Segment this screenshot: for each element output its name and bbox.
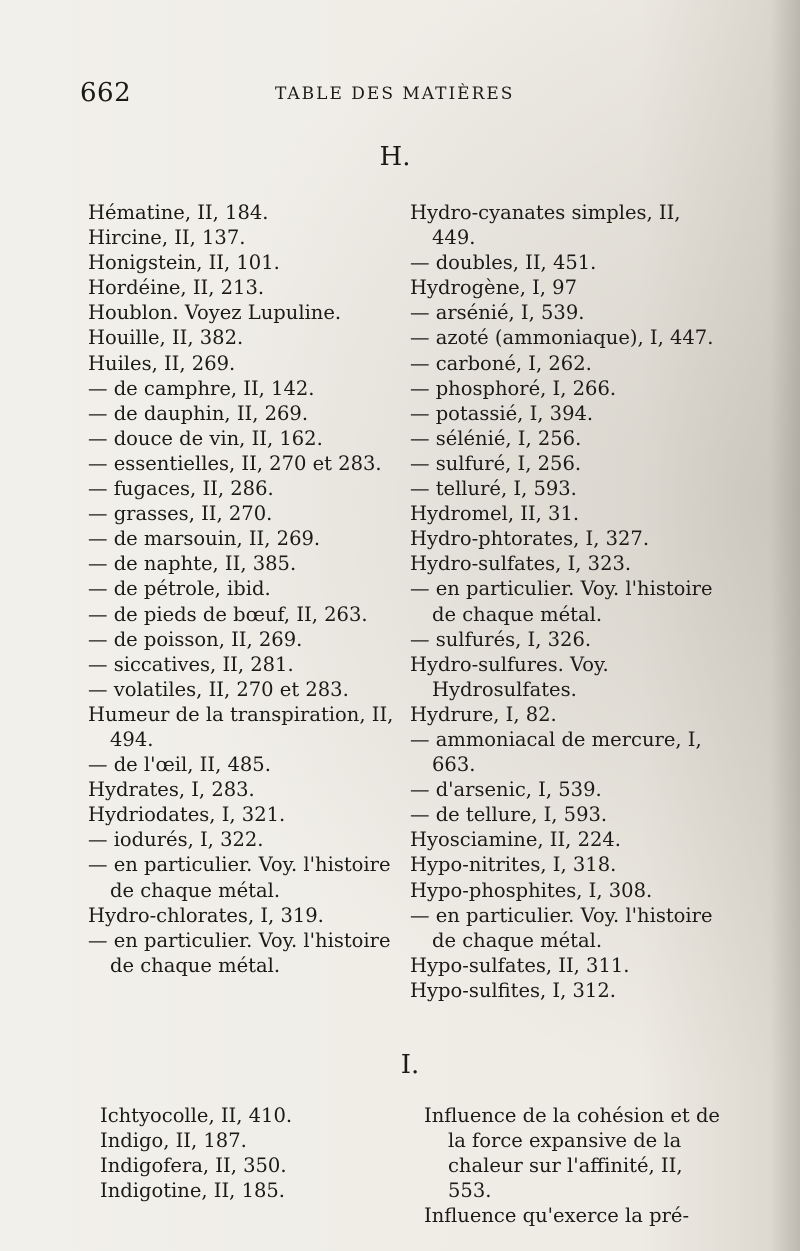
- index-entry: — en particulier. Voy. l'histoire de chaque métal.: [410, 903, 719, 952]
- index-entry: — douce de vin, II, 162.: [88, 426, 323, 450]
- index-entry: Hydriodates, I, 321.: [88, 803, 286, 827]
- index-entry: Humeur de la transpiration, II, 494.: [88, 702, 400, 751]
- section-h-left-column: [88, 200, 398, 978]
- index-entry: — d'arsenic, I, 539.: [410, 778, 602, 802]
- index-entry: Hydromel, II, 31.: [410, 502, 580, 526]
- index-entry: — telluré, I, 593.: [410, 477, 577, 501]
- index-entry: — de naphte, II, 385.: [88, 552, 297, 576]
- index-entry: — phosphoré, I, 266.: [410, 376, 617, 400]
- index-entry: Indigofera, II, 350.: [100, 1154, 287, 1178]
- index-entry: Huiles, II, 269.: [88, 351, 236, 375]
- index-entry: Honigstein, II, 101.: [88, 251, 280, 275]
- index-entry: — de camphre, II, 142.: [88, 376, 315, 400]
- index-entry: — en particulier. Voy. l'histoire de chaque métal.: [88, 928, 397, 977]
- index-entry: Hypo-sulfates, II, 311.: [410, 953, 630, 977]
- page-number: 662: [80, 78, 132, 108]
- index-entry: Hypo-phosphites, I, 308.: [410, 878, 653, 902]
- index-entry: Hydrure, I, 82.: [410, 702, 557, 726]
- index-entry: Hircine, II, 137.: [88, 226, 246, 250]
- index-entry: Hyosciamine, II, 224.: [410, 828, 621, 852]
- index-entry: Hydro-chlorates, I, 319.: [88, 903, 324, 927]
- index-entry: — de marsouin, II, 269.: [88, 527, 321, 551]
- index-entry: — carboné, I, 262.: [410, 351, 592, 375]
- index-entry: — de pieds de bœuf, II, 263.: [88, 602, 368, 626]
- index-entry: — en particulier. Voy. l'histoire de chaque métal.: [88, 853, 397, 902]
- index-entry: — de dauphin, II, 269.: [88, 401, 309, 425]
- index-entry: — grasses, II, 270.: [88, 502, 273, 526]
- index-entry: — de tellure, I, 593.: [410, 803, 608, 827]
- index-entry: — siccatives, II, 281.: [88, 652, 294, 676]
- index-entry: Influence qu'exerce la pré-: [424, 1204, 690, 1228]
- index-entry: Hydrates, I, 283.: [88, 778, 255, 802]
- index-entry: Hypo-sulfites, I, 312.: [410, 978, 616, 1002]
- index-entry: — en particulier. Voy. l'histoire de chaque métal.: [410, 577, 719, 626]
- index-entry: Hydrogène, I, 97: [410, 276, 577, 300]
- index-entry: — potassié, I, 394.: [410, 401, 594, 425]
- index-entry: — doubles, II, 451.: [410, 251, 597, 275]
- index-entry: — ammoniacal de mercure, I, 663.: [410, 727, 708, 777]
- index-entry: — azoté (ammoniaque), I, 447.: [410, 326, 714, 350]
- index-entry: Influence de la cohésion et de la force expansive de la chaleur sur l'affinité, II, 553.: [424, 1104, 727, 1203]
- index-entry: — volatiles, II, 270 et 283.: [88, 677, 349, 701]
- index-entry: — de l'œil, II, 485.: [88, 753, 271, 777]
- index-entry: Indigotine, II, 185.: [100, 1179, 285, 1203]
- index-entry: Houblon. Voyez Lupuline.: [88, 301, 342, 325]
- index-entry: Hydro-phtorates, I, 327.: [410, 527, 650, 551]
- index-entry: Indigo, II, 187.: [100, 1129, 247, 1153]
- index-entry: — sulfurés, I, 326.: [410, 627, 592, 651]
- index-entry: Hordéine, II, 213.: [88, 276, 265, 300]
- section-i-right-column: [424, 1103, 729, 1228]
- section-heading-i: I.: [400, 1050, 420, 1080]
- section-h-right-column: [410, 200, 725, 1003]
- section-i-left-column: [100, 1103, 410, 1203]
- index-entry: Houille, II, 382.: [88, 326, 244, 350]
- index-entry: — iodurés, I, 322.: [88, 828, 264, 852]
- page-header: [80, 78, 720, 118]
- index-entry: — arsénié, I, 539.: [410, 301, 585, 325]
- index-entry: Hydro-sulfates, I, 323.: [410, 552, 632, 576]
- index-entry: Ichtyocolle, II, 410.: [100, 1104, 293, 1127]
- running-title: TABLE DES MATIÈRES: [275, 84, 515, 104]
- index-entry: — fugaces, II, 286.: [88, 477, 274, 501]
- index-entry: — de pétrole, ibid.: [88, 577, 271, 601]
- index-entry: — sulfuré, I, 256.: [410, 451, 582, 475]
- index-entry: Hématine, II, 184.: [88, 201, 269, 224]
- index-entry: Hydro-sulfures. Voy. Hydrosulfates.: [410, 652, 615, 701]
- index-entry: Hypo-nitrites, I, 318.: [410, 853, 617, 877]
- index-entry: — essentielles, II, 270 et 283.: [88, 451, 382, 475]
- index-entry: Hydro-cyanates simples, II, 449.: [410, 201, 687, 250]
- index-entry: — sélénié, I, 256.: [410, 426, 582, 450]
- index-entry: — de poisson, II, 269.: [88, 627, 303, 651]
- section-heading-h: H.: [379, 142, 411, 172]
